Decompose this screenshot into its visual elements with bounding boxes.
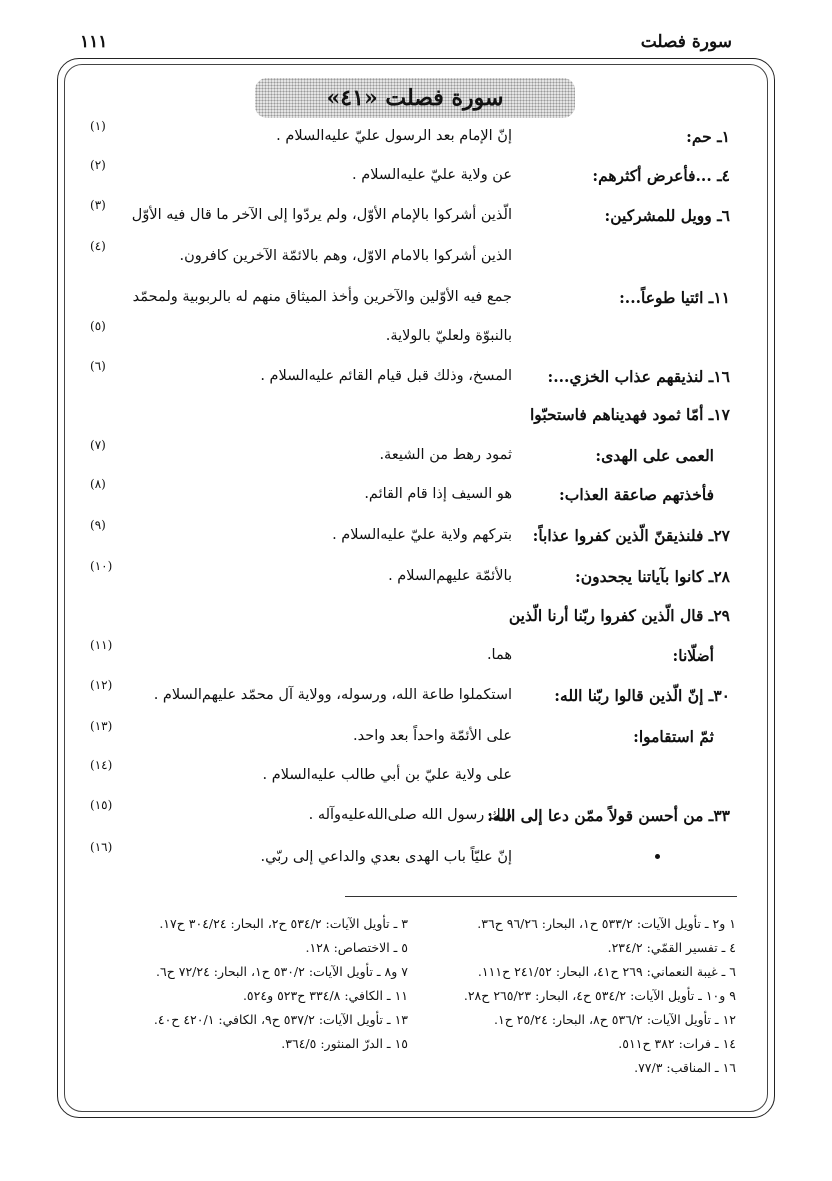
verse-text: ١ـ حم: [686, 127, 730, 146]
verse-row [75, 239, 744, 277]
verse-row [75, 438, 744, 476]
verse-row [75, 405, 744, 435]
verse-text: ١٦ـ لنذيقهم عذاب الخزي...: [547, 367, 730, 386]
footnote-marker: (٥) [90, 319, 106, 333]
reference-entry: ١٢ ـ تأويل الآيات: ٥٣٦/٢ ح٨، البحار: ٢٥/٢٤ ح١. [494, 1012, 736, 1027]
explanation-text: الّذين أشركوا بالإمام الأوّل، ولم يردّوا إلى الآخر ما قال فيه الأوّل [131, 207, 512, 223]
footnote-marker: (١٦) [90, 840, 113, 854]
explanation-text: بتركهم ولاية عليّ عليه‌السلام . [332, 527, 512, 543]
verse-text: ٢٧ـ فلنذيقنّ الّذين كفروا عذاباً: [532, 526, 730, 545]
verse-row [75, 719, 744, 757]
explanation-text: على ولاية عليّ بن أبي طالب عليه‌السلام . [262, 767, 512, 783]
explanation-text: عن ولاية عليّ عليه‌السلام . [352, 167, 512, 183]
verse-row [75, 798, 744, 836]
explanation-text: استكملوا طاعة الله، ورسوله، وولاية آل محمّد عليهم‌السلام . [153, 687, 512, 703]
verse-row [75, 288, 744, 318]
explanation-text: ذلك رسول الله صلى‌الله‌عليه‌وآله . [308, 807, 512, 823]
verse-row [75, 158, 744, 196]
footnote-marker: (١٠) [90, 559, 113, 573]
reference-entry: ٤ ـ تفسير القمّي: ٢٣٤/٢. [607, 940, 736, 955]
verse-row [75, 119, 744, 157]
reference-entry: ١٣ ـ تأويل الآيات: ٥٣٧/٢ ح٩، الكافي: ٤٢٠/١ ح٤٠. [153, 1012, 408, 1027]
reference-entry: ٦ ـ غيبة النعماني: ٢٦٩ ح٤١، البحار: ٢٤١/٥٢ ح١١١. [477, 964, 736, 979]
verse-row [75, 638, 744, 676]
verse-row [75, 477, 744, 515]
footnote-marker: (١٢) [90, 678, 113, 692]
verse-row [75, 758, 744, 796]
explanation-text: على الأئمّة واحداً بعد واحد. [353, 728, 512, 744]
verse-text: ٣٠ـ إنّ الّذين قالوا ربّنا الله: [554, 686, 730, 705]
surah-title-banner: سورة فصلت «٤١» [255, 78, 575, 118]
explanation-text: ثمود رهط من الشيعة. [379, 447, 512, 463]
verse-text: ٦ـ وويل للمشركين: [604, 206, 730, 225]
explanation-text: بالأئمّة عليهم‌السلام . [388, 568, 512, 584]
verse-text: أضلّانا: [672, 646, 714, 665]
verse-text: فأخذتهم صاعقة العذاب: [559, 485, 714, 504]
explanation-text: الذين أشركوا بالامام الاوّل، وهم بالائمّة الآخرين كافرون. [179, 248, 512, 264]
verse-row [75, 559, 744, 597]
page-number: ١١١ [80, 32, 108, 52]
references-right-column [436, 912, 736, 1080]
verse-text: ١٧ـ أمّا ثمود فهديناهم فاستحبّوا [530, 405, 730, 424]
bullet-dot [655, 854, 660, 859]
verse-row [75, 518, 744, 556]
footnote-marker: (٨) [90, 477, 106, 491]
reference-entry: ٥ ـ الاختصاص: ١٢٨. [305, 940, 408, 955]
running-header-surah: سورة فصلت [640, 32, 732, 52]
verse-row [75, 319, 744, 357]
verse-text: ثمّ استقاموا: [633, 727, 714, 746]
verse-text: العمى على الهدى: [595, 446, 714, 465]
verse-text: ٢٩ـ قال الّذين كفروا ربّنا أرنا الّذين [508, 606, 730, 625]
verse-row [75, 359, 744, 397]
verse-row [75, 840, 744, 878]
reference-entry: ١٤ ـ فرات: ٣٨٢ ح٥١١. [618, 1036, 736, 1051]
footnote-divider [345, 896, 737, 897]
explanation-text: جمع فيه الأوّلين والآخرين وأخذ الميثاق منهم له بالربوبية ولمحمّد [132, 289, 512, 305]
explanation-text: المسخ، وذلك قبل قيام القائم عليه‌السلام . [260, 368, 512, 384]
footnote-marker: (٤) [90, 239, 106, 253]
footnote-marker: (٩) [90, 518, 106, 532]
references-left-column [88, 912, 408, 1056]
explanation-text: هو السيف إذا قام القائم. [364, 486, 512, 502]
verse-text: ٤ـ ...فأعرض أكثرهم: [592, 166, 730, 185]
explanation-text: إنّ عليّاً باب الهدى بعدي والداعي إلى ربّي. [260, 849, 512, 865]
verse-row [75, 606, 744, 636]
footnote-marker: (١٣) [90, 719, 113, 733]
footnote-marker: (٢) [90, 158, 106, 172]
verse-row [75, 198, 744, 236]
reference-entry: ٧ و٨ ـ تأويل الآيات: ٥٣٠/٢ ح١، البحار: ٧٢/٢٤ ح٦. [156, 964, 408, 979]
footnote-marker: (٦) [90, 359, 106, 373]
reference-entry: ١٥ ـ الدرّ المنثور: ٣٦٤/٥. [281, 1036, 408, 1051]
footnote-marker: (١) [90, 119, 106, 133]
verse-text: ٢٨ـ كانوا بآياتنا يجحدون: [575, 567, 730, 586]
reference-entry: ١١ ـ الكافي: ٣٣٤/٨ ح٥٢٣ و٥٢٤. [242, 988, 408, 1003]
verse-row [75, 678, 744, 716]
reference-entry: ١ و٢ ـ تأويل الآيات: ٥٣٣/٢ ح١، البحار: ٩٦/٢٦ ح٣٦. [477, 916, 736, 931]
footnote-marker: (١٤) [90, 758, 113, 772]
reference-entry: ١٦ ـ المناقب: ٧٧/٣. [634, 1060, 736, 1075]
reference-entry: ٣ ـ تأويل الآيات: ٥٣٤/٢ ح٢، البحار: ٣٠٤/٢٤ ح١٧. [159, 916, 408, 931]
verse-text: ٣٣ـ من أحسن قولاً ممّن دعا إلى الله: [487, 806, 730, 825]
footnote-marker: (٣) [90, 198, 106, 212]
verse-text: ١١ـ ائتيا طوعاً...: [619, 288, 730, 307]
footnote-marker: (٧) [90, 438, 106, 452]
explanation-text: بالنبوّة ولعليّ بالولاية. [385, 328, 512, 344]
reference-entry: ٩ و١٠ ـ تأويل الآيات: ٥٣٤/٢ ح٤، البحار: ٢٦٥/٢٣ ح٢٨. [463, 988, 736, 1003]
explanation-text: هما. [486, 647, 512, 663]
footnote-marker: (١٥) [90, 798, 113, 812]
explanation-text: إنّ الإمام بعد الرسول عليّ عليه‌السلام . [276, 128, 512, 144]
footnote-marker: (١١) [90, 638, 113, 652]
